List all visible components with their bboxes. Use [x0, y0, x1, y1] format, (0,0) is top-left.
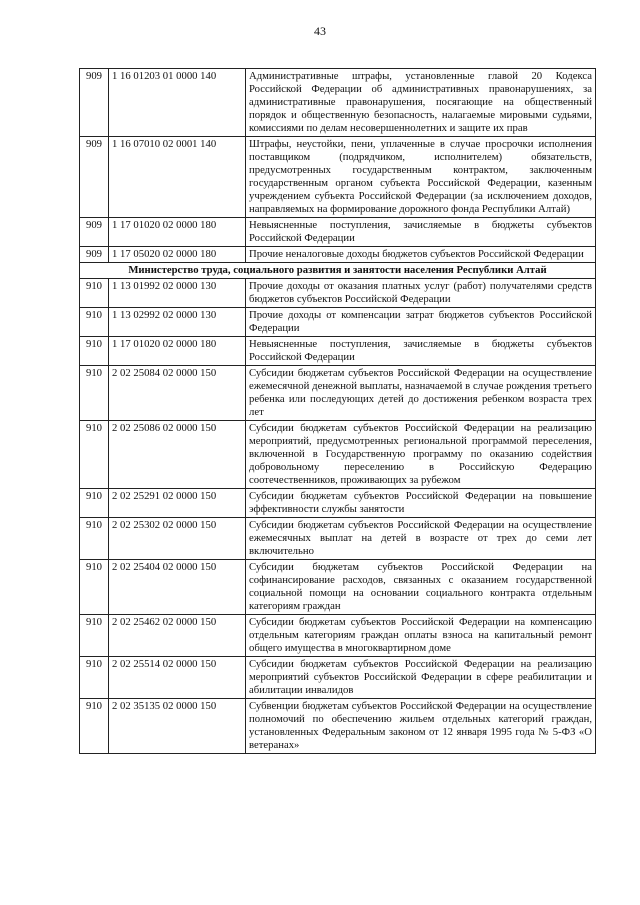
admin-code-cell: 909 — [80, 69, 109, 137]
budget-code-cell: 1 17 01020 02 0000 180 — [109, 218, 246, 247]
table-row — [80, 69, 596, 137]
budget-codes-table — [79, 68, 596, 754]
description-cell: Субсидии бюджетам субъектов Российской Федерации на осуществление ежемесячной денежной выплаты, назначаемой в случае рождения третьего ребенка или последующих детей до достижения ребенком возраста трех лет — [246, 366, 596, 421]
budget-code-cell: 2 02 25514 02 0000 150 — [109, 657, 246, 699]
budget-code-cell: 2 02 25462 02 0000 150 — [109, 615, 246, 657]
admin-code-cell: 910 — [80, 518, 109, 560]
table-row — [80, 421, 596, 489]
description-cell: Штрафы, неустойки, пени, уплаченные в случае просрочки исполнения поставщиком (подрядчиком, исполнителем) обязательств, предусмотренных государственным контрактом, заключенным государственным органом субъекта Российской Федерации, казенным учреждением субъекта Российской Федерации (за исключением доходов, направляемых на формирование дорожного фонда Республики Алтай) — [246, 137, 596, 218]
table-row — [80, 366, 596, 421]
admin-code-cell: 910 — [80, 615, 109, 657]
admin-code-cell: 910 — [80, 279, 109, 308]
description-cell: Субвенции бюджетам субъектов Российской Федерации на осуществление полномочий по обеспечению жильем отдельных категорий граждан, установленных Федеральным законом от 12 января 1995 года № 5-ФЗ «О ветеранах» — [246, 699, 596, 754]
table-row — [80, 699, 596, 754]
table-row — [80, 279, 596, 308]
budget-code-cell: 2 02 25404 02 0000 150 — [109, 560, 246, 615]
admin-code-cell: 910 — [80, 699, 109, 754]
budget-code-cell: 1 13 01992 02 0000 130 — [109, 279, 246, 308]
admin-code-cell: 910 — [80, 308, 109, 337]
admin-code-cell: 910 — [80, 337, 109, 366]
budget-code-cell: 2 02 25291 02 0000 150 — [109, 489, 246, 518]
table-row — [80, 247, 596, 263]
table-row — [80, 518, 596, 560]
budget-code-cell: 2 02 25302 02 0000 150 — [109, 518, 246, 560]
description-cell: Прочие доходы от оказания платных услуг (работ) получателями средств бюджетов субъектов Российской Федерации — [246, 279, 596, 308]
table-row — [80, 657, 596, 699]
admin-code-cell: 910 — [80, 489, 109, 518]
description-cell: Административные штрафы, установленные главой 20 Кодекса Российской Федерации об административных правонарушениях, за административные правонарушения, посягающие на общественный порядок и общественную безопасность, налагаемые мировыми судьями, комиссиями по делам несовершеннолетних и защите их прав — [246, 69, 596, 137]
table-row — [80, 489, 596, 518]
table-row — [80, 308, 596, 337]
description-cell: Субсидии бюджетам субъектов Российской Федерации на реализацию мероприятий субъектов Российской Федерации в сфере реабилитации и абилитации инвалидов — [246, 657, 596, 699]
description-cell: Субсидии бюджетам субъектов Российской Федерации на осуществление ежемесячных выплат на детей в возрасте от трех до семи лет включительно — [246, 518, 596, 560]
description-cell: Субсидии бюджетам субъектов Российской Федерации на софинансирование расходов, связанных с оказанием государственной социальной помощи на основании социального контракта отдельным категориям граждан — [246, 560, 596, 615]
description-cell: Прочие доходы от компенсации затрат бюджетов субъектов Российской Федерации — [246, 308, 596, 337]
budget-code-cell: 2 02 25084 02 0000 150 — [109, 366, 246, 421]
section-title: Министерство труда, социального развития и занятости населения Республики Алтай — [80, 263, 596, 279]
table-row — [80, 137, 596, 218]
admin-code-cell: 910 — [80, 366, 109, 421]
budget-code-cell: 2 02 25086 02 0000 150 — [109, 421, 246, 489]
admin-code-cell: 910 — [80, 657, 109, 699]
description-cell: Невыясненные поступления, зачисляемые в бюджеты субъектов Российской Федерации — [246, 218, 596, 247]
admin-code-cell: 910 — [80, 421, 109, 489]
page-number: 43 — [314, 24, 326, 38]
table-row — [80, 218, 596, 247]
description-cell: Субсидии бюджетам субъектов Российской Федерации на реализацию мероприятий, предусмотренных региональной программой переселения, включенной в Государственную программу по оказанию содействия добровольному переселению в Российскую Федерацию соотечественников, проживающих за рубежом — [246, 421, 596, 489]
table-row — [80, 615, 596, 657]
description-cell: Субсидии бюджетам субъектов Российской Федерации на повышение эффективности службы занятости — [246, 489, 596, 518]
budget-code-cell: 1 16 07010 02 0001 140 — [109, 137, 246, 218]
admin-code-cell: 910 — [80, 560, 109, 615]
description-cell: Невыясненные поступления, зачисляемые в бюджеты субъектов Российской Федерации — [246, 337, 596, 366]
description-cell: Субсидии бюджетам субъектов Российской Федерации на компенсацию отдельным категориям граждан оплаты взноса на капитальный ремонт общего имущества в многоквартирном доме — [246, 615, 596, 657]
budget-code-cell: 1 13 02992 02 0000 130 — [109, 308, 246, 337]
section-header-row — [80, 263, 596, 279]
table-row — [80, 337, 596, 366]
budget-code-cell: 1 16 01203 01 0000 140 — [109, 69, 246, 137]
admin-code-cell: 909 — [80, 218, 109, 247]
table-row — [80, 560, 596, 615]
budget-code-cell: 1 17 01020 02 0000 180 — [109, 337, 246, 366]
admin-code-cell: 909 — [80, 137, 109, 218]
budget-code-cell: 1 17 05020 02 0000 180 — [109, 247, 246, 263]
description-cell: Прочие неналоговые доходы бюджетов субъектов Российской Федерации — [246, 247, 596, 263]
admin-code-cell: 909 — [80, 247, 109, 263]
budget-code-cell: 2 02 35135 02 0000 150 — [109, 699, 246, 754]
